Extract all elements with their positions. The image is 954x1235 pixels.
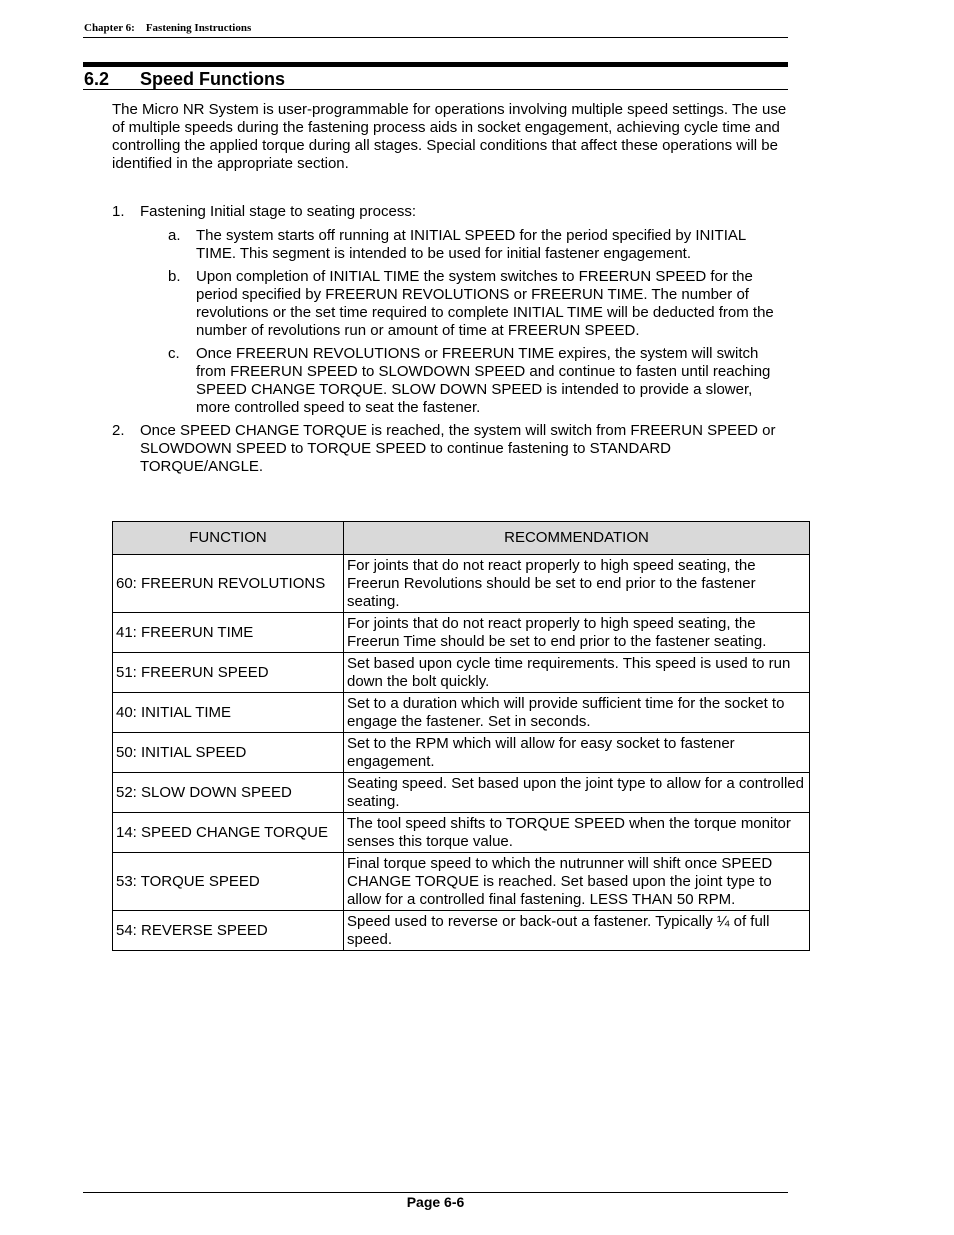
function-column-header: FUNCTION bbox=[113, 522, 344, 555]
table-row bbox=[113, 773, 810, 813]
sub-marker: b. bbox=[168, 268, 181, 285]
function-cell: 53: TORQUE SPEED bbox=[113, 853, 344, 911]
function-cell: 52: SLOW DOWN SPEED bbox=[113, 773, 344, 813]
recommendation-cell: Seating speed. Set based upon the joint type to allow for a controlled seating. bbox=[344, 773, 810, 813]
speed-functions-table bbox=[112, 521, 810, 951]
sub-marker: c. bbox=[168, 345, 180, 362]
footer-rule bbox=[83, 1192, 788, 1193]
page-number: Page 6-6 bbox=[406, 1194, 465, 1210]
function-cell: 54: REVERSE SPEED bbox=[113, 911, 344, 951]
function-cell: 51: FREERUN SPEED bbox=[113, 653, 344, 693]
section-title: Speed Functions bbox=[140, 69, 286, 89]
section-number: 6.2 bbox=[84, 69, 110, 89]
sub-item-text: The system starts off running at INITIAL SPEED for the period specified by INITIAL TIME. This segment is intended to be used for initial fastener engagement. bbox=[196, 227, 746, 262]
recommendation-cell: For joints that do not react properly to high speed seating, the Freerun Revolutions should be set to end prior to the fastener seating. bbox=[344, 555, 810, 613]
table-row bbox=[113, 653, 810, 693]
section-heading-rule bbox=[83, 89, 788, 90]
table-row bbox=[113, 613, 810, 653]
function-cell: 40: INITIAL TIME bbox=[113, 693, 344, 733]
table-row bbox=[113, 555, 810, 613]
recommendation-cell: For joints that do not react properly to high speed seating, the Freerun Time should be set to end prior to the fastener seating. bbox=[344, 613, 810, 653]
list-marker: 1. bbox=[112, 203, 125, 220]
recommendation-cell: Speed used to reverse or back-out a fastener. Typically ¼ of full speed. bbox=[344, 911, 810, 951]
list-item-text: Once SPEED CHANGE TORQUE is reached, the system will switch from FREERUN SPEED or SLOWDOWN SPEED to TORQUE SPEED to continue fastening to STANDARD TORQUE/ANGLE. bbox=[140, 422, 776, 475]
header-rule bbox=[83, 37, 788, 38]
list-item-text: Fastening Initial stage to seating process: bbox=[140, 203, 416, 220]
intro-paragraph: The Micro NR System is user-programmable for operations involving multiple speed settings. The use of multiple speeds during the fastening process aids in socket engagement, achieving cycle time and controlling the applied torque during all stages. Special conditions that affect these operations will be identified in the appropriate section. bbox=[112, 101, 787, 172]
section-heading bbox=[84, 69, 788, 89]
recommendation-cell: Set to a duration which will provide sufficient time for the socket to engage the fastener. Set in seconds. bbox=[344, 693, 810, 733]
recommendation-cell: The tool speed shifts to TORQUE SPEED when the torque monitor senses this torque value. bbox=[344, 813, 810, 853]
sub-item-text: Upon completion of INITIAL TIME the system switches to FREERUN SPEED for the period specified by FREERUN REVOLUTIONS or FREERUN TIME. The number of revolutions or the set time required to complete INITIAL TIME will be deducted from the number of revolutions run or amount of time at FREERUN SPEED. bbox=[196, 268, 774, 339]
recommendation-column-header: RECOMMENDATION bbox=[344, 522, 810, 555]
table-row bbox=[113, 911, 810, 951]
sub-item-text: Once FREERUN REVOLUTIONS or FREERUN TIME expires, the system will switch from FREERUN SPEED to SLOWDOWN SPEED and continue to fasten until reaching SPEED CHANGE TORQUE. SLOW DOWN SPEED is intended to provide a slower, more controlled speed to seat the fastener. bbox=[196, 345, 771, 416]
list-marker: 2. bbox=[112, 422, 125, 439]
recommendation-cell: Set based upon cycle time requirements. This speed is used to run down the bolt quickly. bbox=[344, 653, 810, 693]
running-header: Chapter 6: Fastening Instructions bbox=[84, 22, 252, 34]
function-cell: 14: SPEED CHANGE TORQUE bbox=[113, 813, 344, 853]
function-cell: 60: FREERUN REVOLUTIONS bbox=[113, 555, 344, 613]
table-row bbox=[113, 853, 810, 911]
recommendation-cell: Set to the RPM which will allow for easy socket to fastener engagement. bbox=[344, 733, 810, 773]
sub-marker: a. bbox=[168, 227, 181, 244]
table-row bbox=[113, 733, 810, 773]
section-heading-bar bbox=[83, 62, 788, 67]
function-cell: 41: FREERUN TIME bbox=[113, 613, 344, 653]
table-row bbox=[113, 813, 810, 853]
table-header-row bbox=[113, 522, 810, 555]
table-row bbox=[113, 693, 810, 733]
function-cell: 50: INITIAL SPEED bbox=[113, 733, 344, 773]
recommendation-cell: Final torque speed to which the nutrunner will shift once SPEED CHANGE TORQUE is reached. Set based upon the joint type to allow for a controlled final fastening. LESS THAN 50 RPM. bbox=[344, 853, 810, 911]
